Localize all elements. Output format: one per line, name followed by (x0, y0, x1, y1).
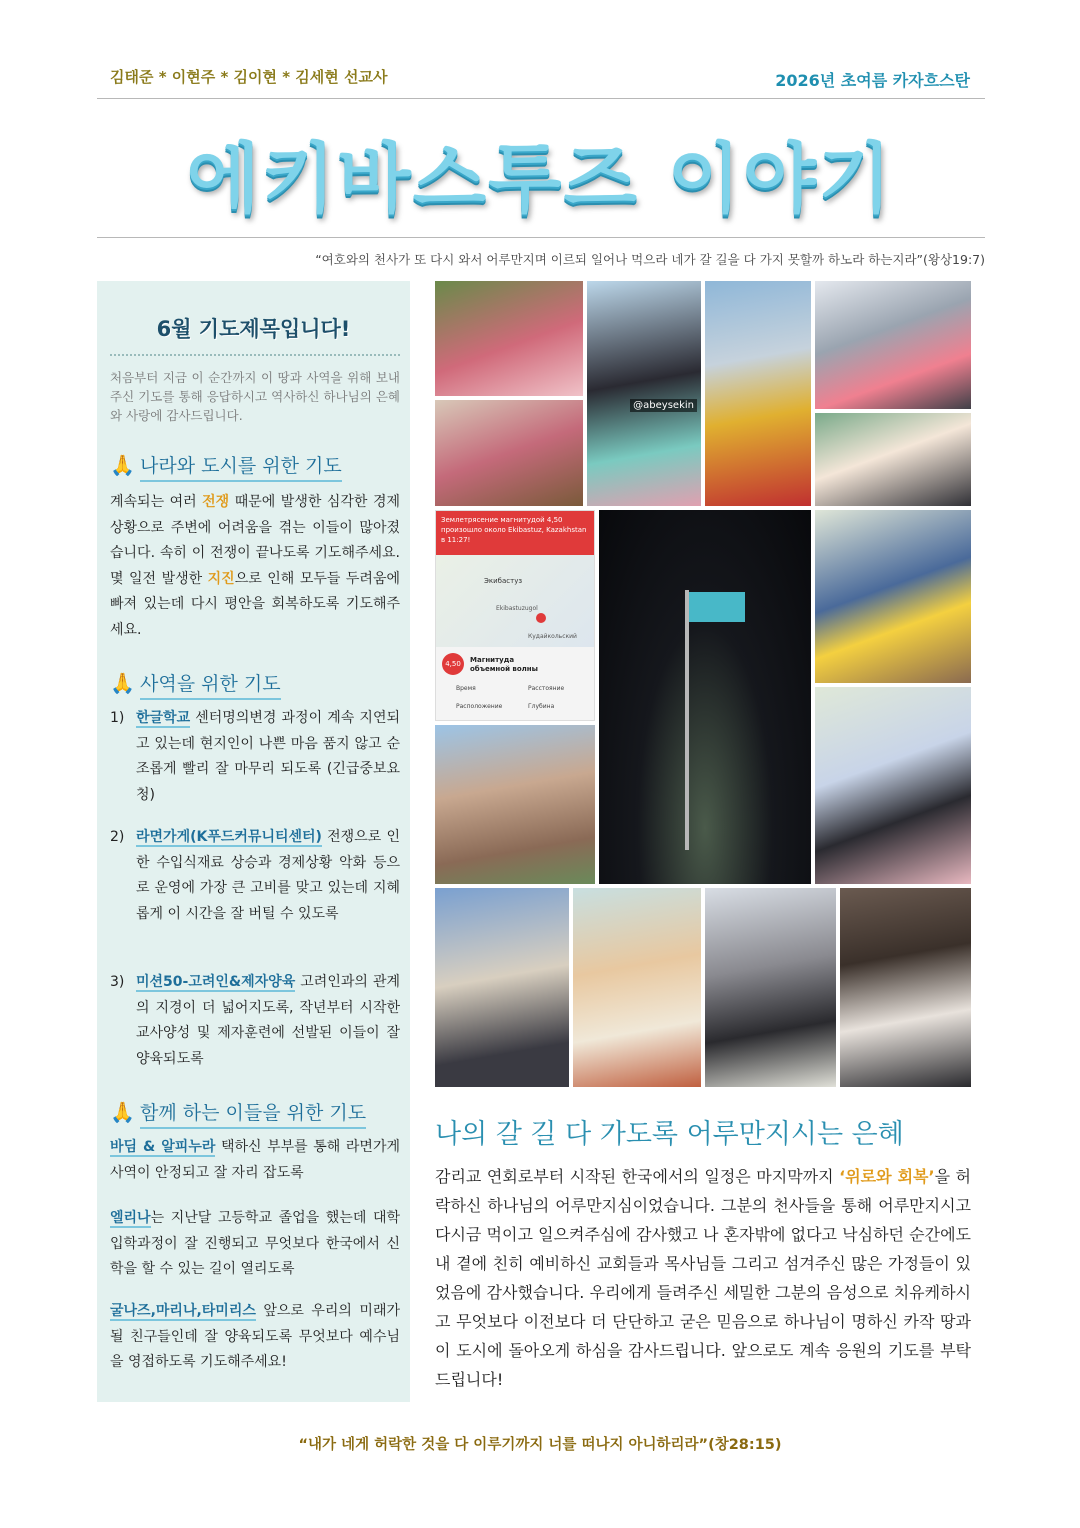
map-label: Ekibastuzugol (496, 605, 538, 612)
list-text: 센터명의변경 과정이 계속 지연되고 있는데 현지인이 나쁜 마음 품지 않고 순조롭게 빨리 잘 마무리 되도록 (긴급중보요청) (136, 710, 400, 803)
section-heading-text: 함께 하는 이들을 위한 기도 (140, 1102, 366, 1129)
section-heading-partners (110, 1098, 366, 1125)
section-heading-ministry (110, 669, 281, 696)
verse-bottom: “내가 네게 허락한 것을 다 이루기까지 너를 떠나지 아니하리라”(창28:15) (298, 1437, 782, 1453)
magnitude-badge: 4,50 (442, 653, 464, 675)
info-label: Время (456, 685, 476, 692)
section-body-nation (110, 490, 400, 643)
list-number: 1) (110, 710, 125, 726)
verse-top: “여호와의 천사가 또 다시 와서 어루만지며 이르되 일어나 먹으라 네가 갈 길을 다 가지 못할까 하노라 하는지라”(왕상19:7) (315, 252, 985, 267)
photo-flag-night (599, 510, 811, 884)
photo-mirror-selfie (840, 888, 971, 1087)
list-text: 전쟁으로 인한 수입식재료 상승과 경제상황 악화 등으로 운영에 가장 큰 고비를 맞고 있는데 지혜롭게 이 시간을 잘 버틸 수 있도록 (136, 829, 400, 922)
highlight-war: 전쟁 (202, 494, 230, 510)
photo-collage (435, 281, 971, 1087)
list-item (110, 825, 400, 953)
photo-group-certificates (815, 281, 971, 409)
section-heading-text: 사역을 위한 기도 (140, 673, 281, 700)
photo-group-selfie (435, 888, 569, 1087)
flagpole (685, 590, 689, 850)
keyword: 한글학교 (136, 710, 191, 726)
section-heading-text: 나라와 도시를 위한 기도 (140, 455, 342, 482)
info-label: Глубина (528, 703, 555, 710)
sidebar-title: 6월 기도제목입니다! (156, 317, 351, 341)
photo-children-selfie (435, 400, 583, 506)
praying-hands-icon: 🙏 (110, 671, 135, 695)
list-text: 택하신 부부를 통해 라면가게 사역이 안정되고 잘 자리 잡도록 (110, 1139, 400, 1181)
highlight-earthquake: 지진 (207, 570, 235, 587)
list-text: 고려인과의 관계의 지경이 더 넓어지도록, 작년부터 시작한 교사양성 및 제자훈련에 선발된 이들이 잘 양육되도록 (136, 974, 400, 1067)
dotted-divider (110, 354, 400, 356)
photo-girls-hanbok (435, 281, 583, 396)
list-text: 는 지난달 고등학교 졸업을 했는데 대학입학과정이 잘 진행되고 무엇보다 한국에서 신학을 할 수 있는 길이 열리도록 (110, 1210, 400, 1277)
photo-center-building (435, 725, 595, 884)
photo-official-with-girl (587, 281, 701, 506)
map-label: Экибастуз (484, 577, 523, 585)
praying-hands-icon: 🙏 (110, 1100, 135, 1124)
text-run: 으로 인해 모두들 두려움에 빠져 있는데 다시 평안을 회복하도록 기도해주세요. (110, 570, 400, 638)
map-label: Кудайкольский (528, 633, 577, 640)
sidebar-intro: 처음부터 지금 이 순간까지 이 땅과 사역을 위해 보내주신 기도를 통해 응답하시고 역사하신 하나님의 은혜와 사랑에 감사드립니다. (110, 370, 400, 423)
photo-graduation-crowd (705, 888, 836, 1087)
kazakhstan-flag (689, 592, 745, 622)
story-heading: 나의 갈 길 다 가도록 어루만지시는 은혜 (435, 1119, 904, 1150)
keyword: 굴나즈,마리나,타미리스 (110, 1303, 256, 1319)
list-text: 앞으로 우리의 미래가 될 친구들인데 잘 양육되도록 무엇보다 예수님을 영접하도록 기도해주세요! (110, 1303, 400, 1370)
text-run: 감리교 연회로부터 시작된 한국에서의 일정은 마지막까지 (435, 1167, 840, 1186)
list-item (110, 1206, 400, 1283)
list-item (110, 1135, 400, 1186)
text-run: 계속되는 여러 (110, 494, 203, 510)
list-number: 2) (110, 829, 125, 845)
photo-certificates-hearts (573, 888, 701, 1087)
page-title: 에키바스투즈 이야기 (186, 134, 894, 223)
list-item (110, 1299, 400, 1376)
magnitude-label: Магнитуда объемной волны (470, 656, 538, 673)
map-pin-icon (536, 613, 546, 623)
info-label: Расстояние (528, 685, 565, 692)
keyword: 미션50-고려인&제자양육 (136, 974, 296, 990)
praying-hands-icon: 🙏 (110, 453, 135, 477)
list-item (110, 970, 400, 1074)
photo-girls-certificates (815, 687, 971, 884)
authors: 김태준 * 이현주 * 김이현 * 김세현 선교사 (110, 68, 388, 86)
quake-title: Землетрясение магнитудой 4,50 произошло около Ekibastuz, Kazakhstan (441, 516, 587, 534)
divider (97, 237, 985, 238)
keyword: 바딤 & 알피누라 (110, 1139, 216, 1155)
photo-teacher-student (815, 510, 971, 683)
quake-time: в 11:27! (441, 536, 471, 544)
section-heading-nation (110, 451, 342, 478)
divider (97, 98, 985, 99)
highlight-comfort-recovery: ‘위로와 회복’ (839, 1167, 935, 1186)
text-run: 때문에 발생한 심각한 경제상황으로 주변에 어려움을 겪는 이들이 많아졌습니다. 속히 이 전쟁이 끝나도록 기도해주세요. 몇 일전 발생한 (110, 494, 400, 587)
keyword: 라면가게(K푸드커뮤니티센터) (136, 829, 322, 845)
earthquake-screenshot (435, 510, 595, 721)
photo-tag: @abeysekin (630, 399, 697, 412)
text-run: 을 허락하신 하나님의 어루만지심이었습니다. 그분의 천사들을 통해 어루만지시고 다시금 먹이고 일으켜주심에 감사했고 나 혼자밖에 없다고 낙심하던 순간에도 내 곁에 친히 예비하신 교회들과 목사님들 그리고 섬겨주신 많은 가정들이 있었음에 감사했습니다. 우리에게 들려주신 세밀한 그분의 음성으로 치유케하시고 무엇보다 이전보다 더 단단하고 굳은 믿음으로 하나님이 명하신 카작 땅과 이 도시에 돌아오게 하심을 감사드립니다. 앞으로도 계속 응원의 기도를 부탁드립니다! (435, 1167, 971, 1389)
issue-date: 2026년 초여름 카자흐스탄 (775, 71, 970, 90)
info-label: Расположение (456, 703, 503, 710)
list-number: 3) (110, 974, 125, 990)
story-body (435, 1162, 971, 1394)
photo-girl-award (705, 281, 811, 506)
quake-map (436, 555, 594, 647)
keyword: 엘리나 (110, 1210, 151, 1226)
list-item (110, 706, 400, 810)
photo-students-selfie (815, 413, 971, 506)
